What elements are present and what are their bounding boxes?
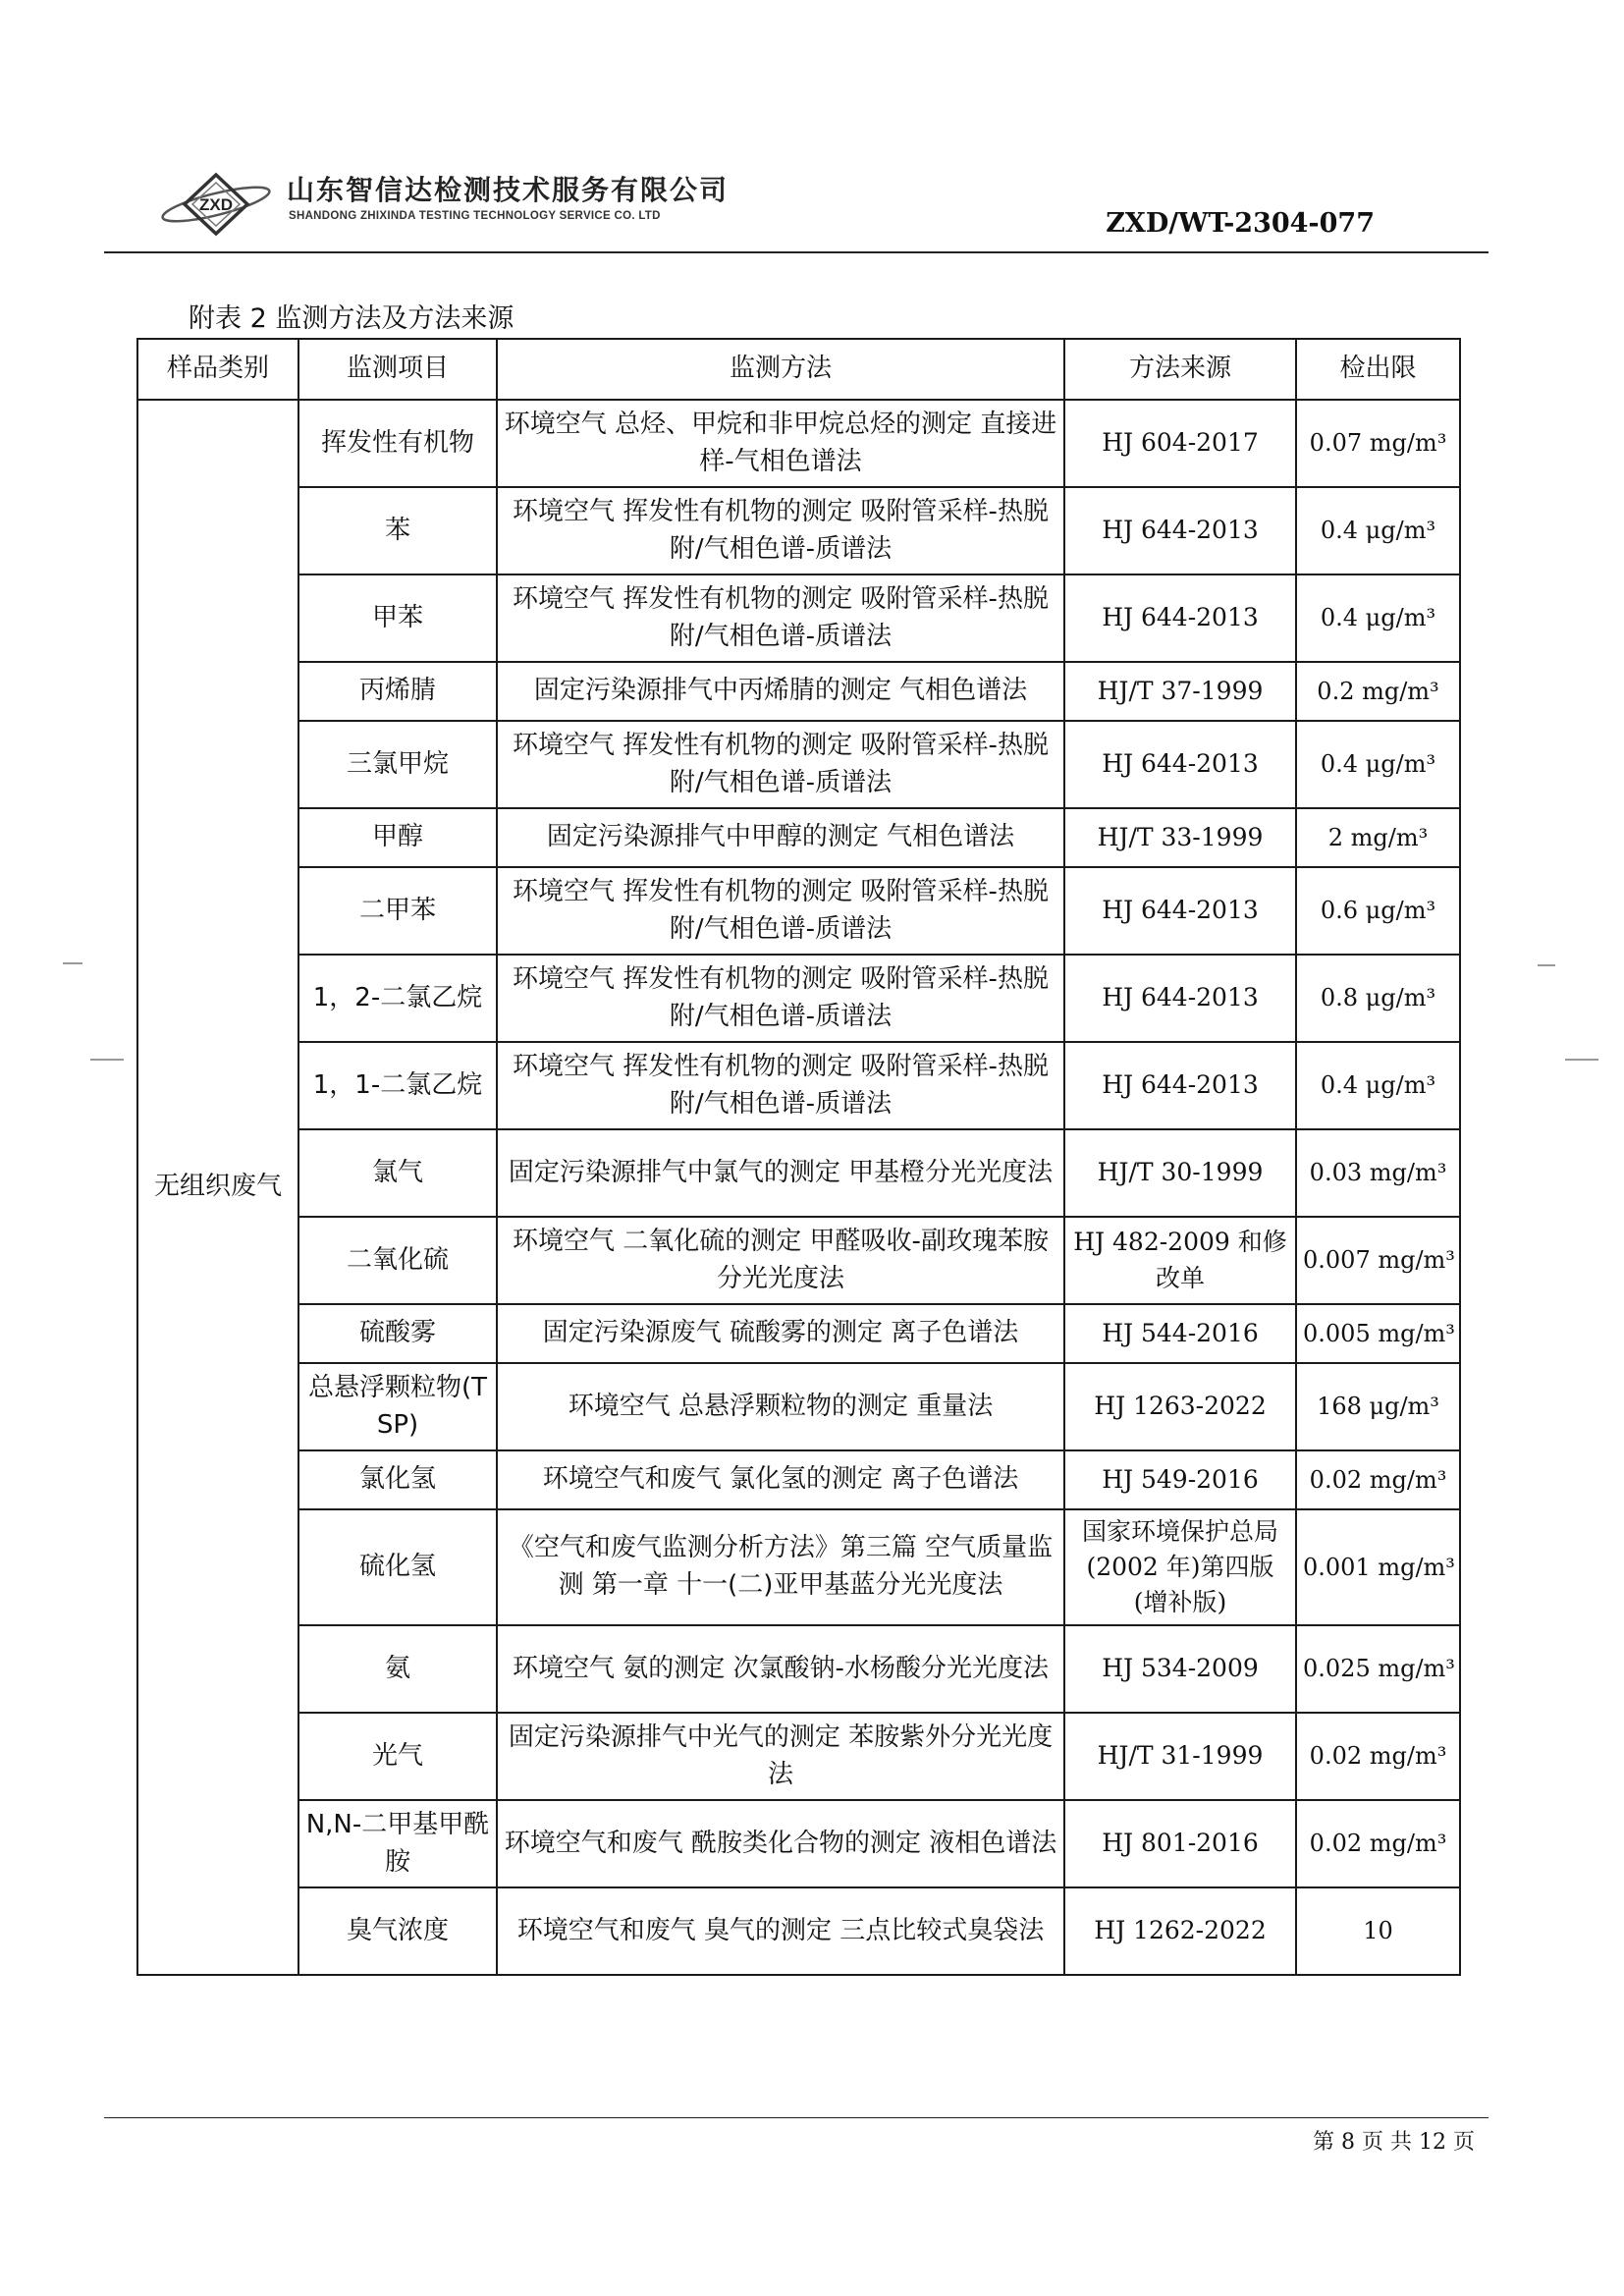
company-name-en: SHANDONG ZHIXINDA TESTING TECHNOLOGY SERVICE CO. LTD <box>289 210 661 222</box>
page-header <box>157 157 1375 255</box>
table-body <box>137 400 1460 1975</box>
table-row <box>137 662 1460 721</box>
item-cell: 苯 <box>298 487 497 574</box>
item-cell: 三氯甲烷 <box>298 721 497 808</box>
table-row <box>137 1713 1460 1800</box>
limit-cell: 0.6 μg/m³ <box>1296 867 1460 955</box>
limit-cell: 0.025 mg/m³ <box>1296 1625 1460 1713</box>
source-cell: HJ 1262-2022 <box>1064 1887 1296 1975</box>
item-cell: 硫化氢 <box>298 1509 497 1625</box>
limit-cell: 2 mg/m³ <box>1296 808 1460 867</box>
method-cell: 环境空气和废气 臭气的测定 三点比较式臭袋法 <box>497 1887 1064 1975</box>
method-cell: 环境空气 挥发性有机物的测定 吸附管采样-热脱附/气相色谱-质谱法 <box>497 955 1064 1042</box>
table-row <box>137 1363 1460 1450</box>
table-row <box>137 400 1460 487</box>
table-row <box>137 721 1460 808</box>
limit-cell: 0.03 mg/m³ <box>1296 1129 1460 1217</box>
table-row <box>137 1304 1460 1363</box>
item-cell: 氯化氢 <box>298 1450 497 1509</box>
header-item: 监测项目 <box>298 339 497 400</box>
logo-text: ZXD <box>199 195 233 214</box>
header-method: 监测方法 <box>497 339 1064 400</box>
source-cell: HJ 644-2013 <box>1064 721 1296 808</box>
method-cell: 环境空气和废气 氯化氢的测定 离子色谱法 <box>497 1450 1064 1509</box>
limit-cell: 0.2 mg/m³ <box>1296 662 1460 721</box>
method-cell: 固定污染源排气中丙烯腈的测定 气相色谱法 <box>497 662 1064 721</box>
monitoring-methods-table <box>136 338 1461 1976</box>
method-cell: 环境空气和废气 酰胺类化合物的测定 液相色谱法 <box>497 1800 1064 1887</box>
limit-cell: 168 μg/m³ <box>1296 1363 1460 1450</box>
scan-artifact <box>90 1059 124 1061</box>
source-cell: HJ/T 31-1999 <box>1064 1713 1296 1800</box>
limit-cell: 0.001 mg/m³ <box>1296 1509 1460 1625</box>
limit-cell: 0.4 μg/m³ <box>1296 1042 1460 1129</box>
item-cell: 丙烯腈 <box>298 662 497 721</box>
limit-cell: 0.005 mg/m³ <box>1296 1304 1460 1363</box>
item-cell: 1，1-二氯乙烷 <box>298 1042 497 1129</box>
item-cell: 甲苯 <box>298 574 497 662</box>
table-row <box>137 574 1460 662</box>
method-cell: 环境空气 挥发性有机物的测定 吸附管采样-热脱附/气相色谱-质谱法 <box>497 487 1064 574</box>
source-cell: 国家环境保护总局(2002 年)第四版(增补版) <box>1064 1509 1296 1625</box>
report-number: ZXD/WT-2304-077 <box>1106 208 1375 239</box>
method-cell: 环境空气 挥发性有机物的测定 吸附管采样-热脱附/气相色谱-质谱法 <box>497 721 1064 808</box>
scan-artifact <box>1565 1059 1598 1061</box>
page-number: 第 8 页 共 12 页 <box>1313 2130 1475 2155</box>
footer-divider <box>104 2117 1489 2118</box>
source-cell: HJ 549-2016 <box>1064 1450 1296 1509</box>
header-source: 方法来源 <box>1064 339 1296 400</box>
item-cell: 挥发性有机物 <box>298 400 497 487</box>
table-row <box>137 955 1460 1042</box>
table-row <box>137 867 1460 955</box>
method-cell: 固定污染源排气中甲醇的测定 气相色谱法 <box>497 808 1064 867</box>
table-header-row <box>137 339 1460 400</box>
limit-cell: 10 <box>1296 1887 1460 1975</box>
company-name-cn: 山东智信达检测技术服务有限公司 <box>287 174 730 206</box>
item-cell: 甲醇 <box>298 808 497 867</box>
company-logo <box>157 163 275 242</box>
source-cell: HJ 644-2013 <box>1064 867 1296 955</box>
table-row <box>137 1625 1460 1713</box>
table-row <box>137 1800 1460 1887</box>
limit-cell: 0.4 μg/m³ <box>1296 721 1460 808</box>
source-cell: HJ 801-2016 <box>1064 1800 1296 1887</box>
source-cell: HJ 604-2017 <box>1064 400 1296 487</box>
source-cell: HJ 482-2009 和修改单 <box>1064 1217 1296 1304</box>
table-row <box>137 1129 1460 1217</box>
header-divider <box>104 251 1489 253</box>
method-cell: 环境空气 二氧化硫的测定 甲醛吸收-副玫瑰苯胺分光光度法 <box>497 1217 1064 1304</box>
source-cell: HJ/T 37-1999 <box>1064 662 1296 721</box>
limit-cell: 0.02 mg/m³ <box>1296 1713 1460 1800</box>
source-cell: HJ 644-2013 <box>1064 487 1296 574</box>
method-cell: 环境空气 总烃、甲烷和非甲烷总烃的测定 直接进样-气相色谱法 <box>497 400 1064 487</box>
method-cell: 《空气和废气监测分析方法》第三篇 空气质量监测 第一章 十一(二)亚甲基蓝分光光度法 <box>497 1509 1064 1625</box>
source-cell: HJ 1263-2022 <box>1064 1363 1296 1450</box>
limit-cell: 0.02 mg/m³ <box>1296 1800 1460 1887</box>
method-cell: 固定污染源排气中光气的测定 苯胺紫外分光光度法 <box>497 1713 1064 1800</box>
category-cell: 无组织废气 <box>137 400 298 1975</box>
table-row <box>137 487 1460 574</box>
table-row <box>137 1887 1460 1975</box>
item-cell: 总悬浮颗粒物(TSP) <box>298 1363 497 1450</box>
header-limit: 检出限 <box>1296 339 1460 400</box>
source-cell: HJ 644-2013 <box>1064 574 1296 662</box>
item-cell: 氨 <box>298 1625 497 1713</box>
method-cell: 固定污染源废气 硫酸雾的测定 离子色谱法 <box>497 1304 1064 1363</box>
source-cell: HJ 534-2009 <box>1064 1625 1296 1713</box>
method-cell: 环境空气 氨的测定 次氯酸钠-水杨酸分光光度法 <box>497 1625 1064 1713</box>
source-cell: HJ 644-2013 <box>1064 1042 1296 1129</box>
table-row <box>137 808 1460 867</box>
method-cell: 环境空气 挥发性有机物的测定 吸附管采样-热脱附/气相色谱-质谱法 <box>497 574 1064 662</box>
limit-cell: 0.4 μg/m³ <box>1296 574 1460 662</box>
table-row <box>137 1450 1460 1509</box>
table-row <box>137 1217 1460 1304</box>
source-cell: HJ 544-2016 <box>1064 1304 1296 1363</box>
limit-cell: 0.007 mg/m³ <box>1296 1217 1460 1304</box>
method-cell: 环境空气 挥发性有机物的测定 吸附管采样-热脱附/气相色谱-质谱法 <box>497 1042 1064 1129</box>
table-row <box>137 1509 1460 1625</box>
source-cell: HJ/T 33-1999 <box>1064 808 1296 867</box>
item-cell: 氯气 <box>298 1129 497 1217</box>
scan-artifact <box>63 962 82 964</box>
item-cell: 二甲苯 <box>298 867 497 955</box>
method-cell: 环境空气 挥发性有机物的测定 吸附管采样-热脱附/气相色谱-质谱法 <box>497 867 1064 955</box>
item-cell: 二氧化硫 <box>298 1217 497 1304</box>
item-cell: 光气 <box>298 1713 497 1800</box>
method-cell: 环境空气 总悬浮颗粒物的测定 重量法 <box>497 1363 1064 1450</box>
scan-artifact <box>1538 964 1555 966</box>
item-cell: 臭气浓度 <box>298 1887 497 1975</box>
item-cell: 1，2-二氯乙烷 <box>298 955 497 1042</box>
limit-cell: 0.07 mg/m³ <box>1296 400 1460 487</box>
source-cell: HJ/T 30-1999 <box>1064 1129 1296 1217</box>
limit-cell: 0.4 μg/m³ <box>1296 487 1460 574</box>
source-cell: HJ 644-2013 <box>1064 955 1296 1042</box>
method-cell: 固定污染源排气中氯气的测定 甲基橙分光光度法 <box>497 1129 1064 1217</box>
table-caption: 附表 2 监测方法及方法来源 <box>189 303 514 334</box>
item-cell: N,N-二甲基甲酰胺 <box>298 1800 497 1887</box>
table-row <box>137 1042 1460 1129</box>
header-category: 样品类别 <box>137 339 298 400</box>
item-cell: 硫酸雾 <box>298 1304 497 1363</box>
limit-cell: 0.8 μg/m³ <box>1296 955 1460 1042</box>
limit-cell: 0.02 mg/m³ <box>1296 1450 1460 1509</box>
